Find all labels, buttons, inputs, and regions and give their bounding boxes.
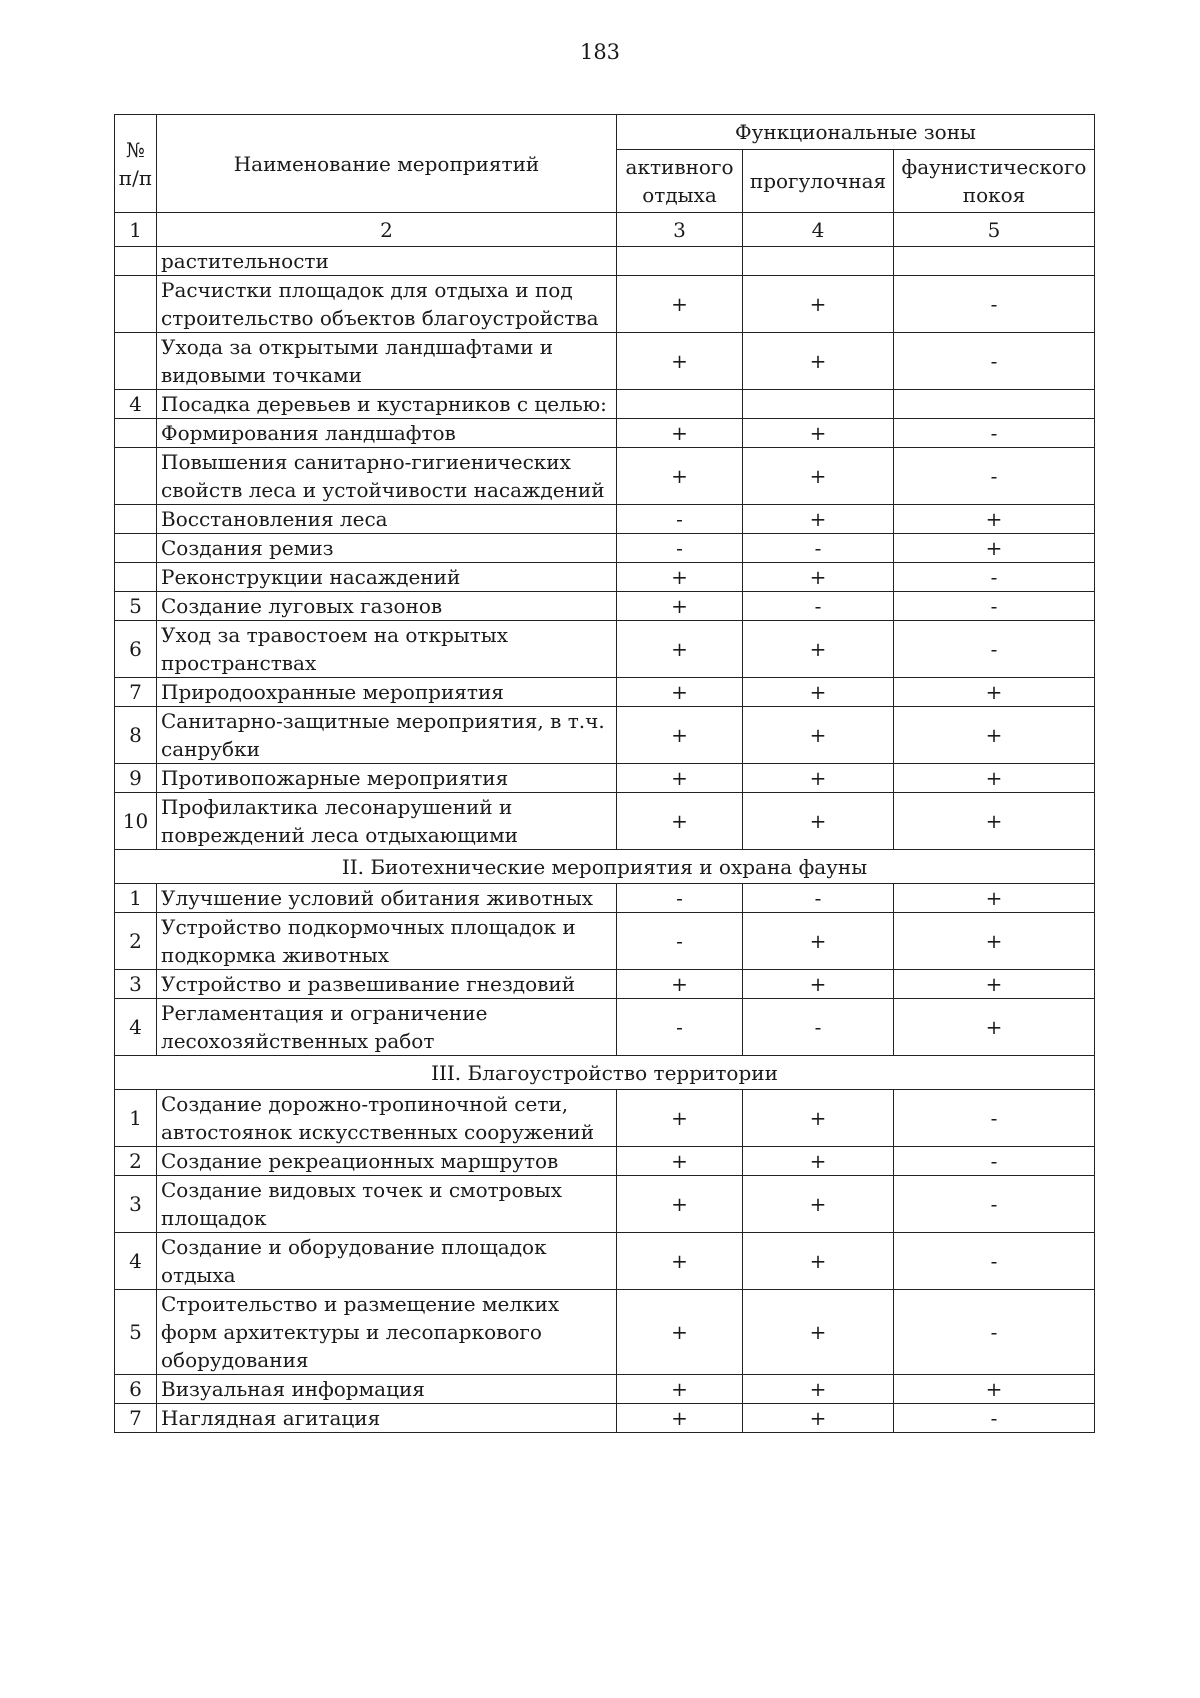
- mark-fauna-zone: -: [894, 1176, 1095, 1233]
- row-number: 1: [115, 884, 157, 913]
- mark-fauna-zone: +: [894, 505, 1095, 534]
- measure-name: Создание рекреационных маршрутов: [157, 1147, 617, 1176]
- mark-fauna-zone: +: [894, 793, 1095, 850]
- mark-fauna-zone: -: [894, 1404, 1095, 1433]
- table-row: [115, 999, 1095, 1056]
- mark-walk-zone: +: [743, 764, 894, 793]
- table-row: [115, 1176, 1095, 1233]
- mark-walk-zone: -: [743, 534, 894, 563]
- header-col-index: 5: [894, 213, 1095, 247]
- row-number: [115, 505, 157, 534]
- mark-active-zone: +: [617, 678, 743, 707]
- mark-walk-zone: [743, 390, 894, 419]
- table-row: [115, 534, 1095, 563]
- mark-fauna-zone: -: [894, 1290, 1095, 1375]
- row-number: [115, 333, 157, 390]
- section-title: II. Биотехнические мероприятия и охрана фауны: [115, 850, 1095, 884]
- mark-active-zone: +: [617, 592, 743, 621]
- measure-name: Противопожарные мероприятия: [157, 764, 617, 793]
- mark-fauna-zone: -: [894, 1147, 1095, 1176]
- mark-walk-zone: +: [743, 1147, 894, 1176]
- mark-walk-zone: -: [743, 999, 894, 1056]
- row-number: 4: [115, 390, 157, 419]
- row-number: 5: [115, 592, 157, 621]
- header-zone-active: активного отдыха: [617, 150, 743, 213]
- measure-name: Создание дорожно-тропиночной сети, автостоянок искусственных сооружений: [157, 1090, 617, 1147]
- measure-name: Ухода за открытыми ландшафтами и видовыми точками: [157, 333, 617, 390]
- mark-fauna-zone: -: [894, 276, 1095, 333]
- mark-fauna-zone: -: [894, 333, 1095, 390]
- mark-active-zone: -: [617, 884, 743, 913]
- mark-fauna-zone: +: [894, 999, 1095, 1056]
- mark-walk-zone: +: [743, 563, 894, 592]
- row-number: 6: [115, 621, 157, 678]
- mark-active-zone: +: [617, 1176, 743, 1233]
- measure-name: Создания ремиз: [157, 534, 617, 563]
- table-row: [115, 707, 1095, 764]
- section-title: III. Благоустройство территории: [115, 1056, 1095, 1090]
- row-number: 6: [115, 1375, 157, 1404]
- measure-name: Расчистки площадок для отдыха и под строительство объектов благоустройства: [157, 276, 617, 333]
- header-col-index: 2: [157, 213, 617, 247]
- row-number: [115, 563, 157, 592]
- table-row: [115, 563, 1095, 592]
- mark-walk-zone: +: [743, 333, 894, 390]
- measure-name: Санитарно-защитные мероприятия, в т.ч. санрубки: [157, 707, 617, 764]
- row-number: 2: [115, 1147, 157, 1176]
- mark-fauna-zone: -: [894, 1233, 1095, 1290]
- mark-walk-zone: +: [743, 793, 894, 850]
- measure-name: Улучшение условий обитания животных: [157, 884, 617, 913]
- table-row: [115, 448, 1095, 505]
- mark-active-zone: [617, 390, 743, 419]
- header-num: № п/п: [115, 115, 157, 213]
- mark-active-zone: +: [617, 793, 743, 850]
- row-number: 1: [115, 1090, 157, 1147]
- mark-active-zone: +: [617, 333, 743, 390]
- mark-active-zone: +: [617, 1404, 743, 1433]
- mark-fauna-zone: +: [894, 764, 1095, 793]
- measure-name: Устройство и развешивание гнездовий: [157, 970, 617, 999]
- mark-active-zone: +: [617, 1090, 743, 1147]
- mark-active-zone: +: [617, 1290, 743, 1375]
- mark-active-zone: +: [617, 621, 743, 678]
- mark-walk-zone: +: [743, 1375, 894, 1404]
- table-row: [115, 793, 1095, 850]
- mark-walk-zone: [743, 247, 894, 276]
- mark-fauna-zone: +: [894, 678, 1095, 707]
- mark-active-zone: +: [617, 707, 743, 764]
- row-number: 5: [115, 1290, 157, 1375]
- header-col-index: 4: [743, 213, 894, 247]
- table-row: [115, 276, 1095, 333]
- section-row: [115, 850, 1095, 884]
- mark-active-zone: -: [617, 913, 743, 970]
- mark-walk-zone: +: [743, 678, 894, 707]
- table-row: [115, 913, 1095, 970]
- mark-fauna-zone: [894, 247, 1095, 276]
- mark-active-zone: -: [617, 505, 743, 534]
- row-number: 10: [115, 793, 157, 850]
- measure-name: Реконструкции насаждений: [157, 563, 617, 592]
- table-row: [115, 333, 1095, 390]
- header-zones-title: Функциональные зоны: [617, 115, 1095, 150]
- mark-fauna-zone: +: [894, 1375, 1095, 1404]
- mark-walk-zone: +: [743, 419, 894, 448]
- mark-walk-zone: -: [743, 592, 894, 621]
- mark-walk-zone: +: [743, 621, 894, 678]
- header-zone-walk: прогулочная: [743, 150, 894, 213]
- row-number: 3: [115, 970, 157, 999]
- mark-walk-zone: +: [743, 707, 894, 764]
- mark-walk-zone: -: [743, 884, 894, 913]
- mark-fauna-zone: -: [894, 419, 1095, 448]
- mark-active-zone: +: [617, 1233, 743, 1290]
- mark-active-zone: +: [617, 419, 743, 448]
- mark-walk-zone: +: [743, 1090, 894, 1147]
- mark-active-zone: +: [617, 1375, 743, 1404]
- measure-name: Создание луговых газонов: [157, 592, 617, 621]
- mark-active-zone: -: [617, 999, 743, 1056]
- measure-name: Наглядная агитация: [157, 1404, 617, 1433]
- measure-name: растительности: [157, 247, 617, 276]
- table-row: [115, 884, 1095, 913]
- row-number: 4: [115, 999, 157, 1056]
- mark-walk-zone: +: [743, 276, 894, 333]
- mark-walk-zone: +: [743, 970, 894, 999]
- section-row: [115, 1056, 1095, 1090]
- measure-name: Профилактика лесонарушений и повреждений леса отдыхающими: [157, 793, 617, 850]
- mark-active-zone: +: [617, 970, 743, 999]
- mark-walk-zone: +: [743, 505, 894, 534]
- row-number: [115, 448, 157, 505]
- measure-name: Визуальная информация: [157, 1375, 617, 1404]
- row-number: 8: [115, 707, 157, 764]
- mark-active-zone: -: [617, 534, 743, 563]
- measure-name: Уход за травостоем на открытых пространствах: [157, 621, 617, 678]
- row-number: 2: [115, 913, 157, 970]
- header-col-index: 1: [115, 213, 157, 247]
- header-name: Наименование мероприятий: [157, 115, 617, 213]
- table-row: [115, 764, 1095, 793]
- mark-fauna-zone: -: [894, 448, 1095, 505]
- mark-fauna-zone: +: [894, 970, 1095, 999]
- mark-fauna-zone: +: [894, 884, 1095, 913]
- mark-fauna-zone: +: [894, 913, 1095, 970]
- mark-active-zone: +: [617, 563, 743, 592]
- measure-name: Формирования ландшафтов: [157, 419, 617, 448]
- row-number: [115, 247, 157, 276]
- table-row: [115, 678, 1095, 707]
- measure-name: Природоохранные мероприятия: [157, 678, 617, 707]
- table-row: [115, 505, 1095, 534]
- mark-fauna-zone: -: [894, 592, 1095, 621]
- measure-name: Создание видовых точек и смотровых площадок: [157, 1176, 617, 1233]
- table-row: [115, 970, 1095, 999]
- row-number: [115, 276, 157, 333]
- table-row: [115, 1375, 1095, 1404]
- mark-fauna-zone: +: [894, 534, 1095, 563]
- mark-active-zone: +: [617, 448, 743, 505]
- mark-active-zone: +: [617, 764, 743, 793]
- mark-fauna-zone: +: [894, 707, 1095, 764]
- row-number: 3: [115, 1176, 157, 1233]
- measure-name: Повышения санитарно-гигиенических свойств леса и устойчивости насаждений: [157, 448, 617, 505]
- mark-walk-zone: +: [743, 913, 894, 970]
- measure-name: Посадка деревьев и кустарников с целью:: [157, 390, 617, 419]
- table-row: [115, 419, 1095, 448]
- mark-fauna-zone: [894, 390, 1095, 419]
- table-row: [115, 1147, 1095, 1176]
- row-number: 7: [115, 678, 157, 707]
- measures-table: [114, 114, 1095, 1433]
- header-col-index: 3: [617, 213, 743, 247]
- table-row: [115, 390, 1095, 419]
- row-number: [115, 534, 157, 563]
- mark-fauna-zone: -: [894, 563, 1095, 592]
- table-body: [115, 247, 1095, 1433]
- table-row: [115, 1290, 1095, 1375]
- row-number: [115, 419, 157, 448]
- table-row: [115, 1404, 1095, 1433]
- mark-walk-zone: +: [743, 448, 894, 505]
- row-number: 7: [115, 1404, 157, 1433]
- table-row: [115, 592, 1095, 621]
- mark-walk-zone: +: [743, 1233, 894, 1290]
- row-number: 4: [115, 1233, 157, 1290]
- measure-name: Восстановления леса: [157, 505, 617, 534]
- mark-active-zone: [617, 247, 743, 276]
- mark-walk-zone: +: [743, 1404, 894, 1433]
- table-row: [115, 1233, 1095, 1290]
- measure-name: Регламентация и ограничение лесохозяйственных работ: [157, 999, 617, 1056]
- mark-walk-zone: +: [743, 1290, 894, 1375]
- table-row: [115, 621, 1095, 678]
- mark-fauna-zone: -: [894, 621, 1095, 678]
- page-number: 183: [579, 40, 621, 64]
- measure-name: Строительство и размещение мелких форм архитектуры и лесопаркового оборудования: [157, 1290, 617, 1375]
- mark-active-zone: +: [617, 1147, 743, 1176]
- header-zone-fauna: фаунистического покоя: [894, 150, 1095, 213]
- mark-walk-zone: +: [743, 1176, 894, 1233]
- table-row: [115, 1090, 1095, 1147]
- table-row: [115, 247, 1095, 276]
- mark-active-zone: +: [617, 276, 743, 333]
- mark-fauna-zone: -: [894, 1090, 1095, 1147]
- row-number: 9: [115, 764, 157, 793]
- measure-name: Создание и оборудование площадок отдыха: [157, 1233, 617, 1290]
- measure-name: Устройство подкормочных площадок и подкормка животных: [157, 913, 617, 970]
